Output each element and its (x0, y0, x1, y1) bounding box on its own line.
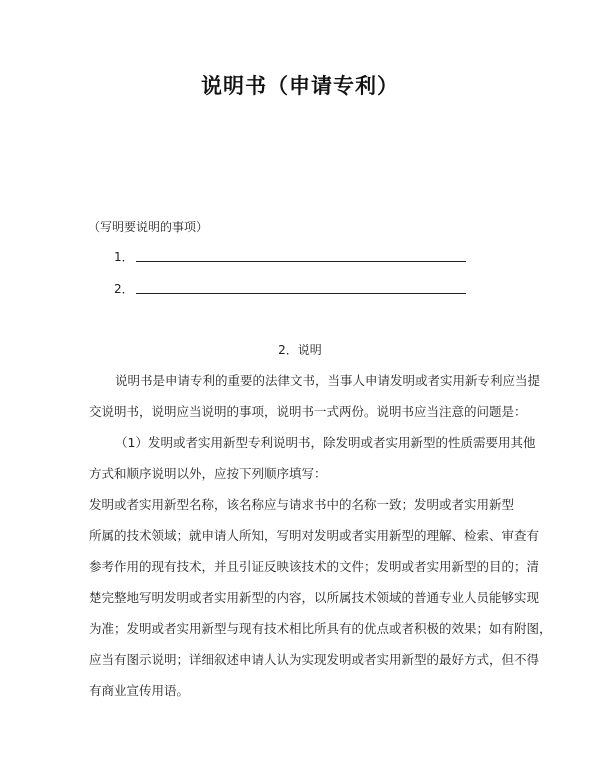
fill-in-line[interactable] (136, 293, 466, 294)
blank-number: 1． (114, 250, 134, 264)
body-line: 应当有图示说明；详细叙述申请人认为实现发明或者实用新型的最好方式，但不得 (89, 652, 540, 667)
fill-in-line[interactable] (136, 261, 466, 262)
section-heading: 2．说明 (278, 343, 322, 357)
blank-number: 2． (114, 282, 134, 296)
body-line: 发明或者实用新型名称，该名称应与请求书中的名称一致；发明或者实用新型 (89, 497, 515, 512)
body-line: 参考作用的现有技术，并且引证反映该技术的文件；发明或者实用新型的目的；清 (89, 559, 540, 574)
body-line: （1）发明或者实用新型专利说明书，除发明或者实用新型的性质需要用其他 (115, 435, 536, 450)
blank-line-1 (114, 248, 474, 264)
document-title: 说明书（申请专利） (201, 74, 399, 98)
body-line: 楚完整地写明发明或者实用新型的内容，以所属技术领域的普通专业人员能够实现 (89, 590, 540, 605)
body-line: 方式和顺序说明以外，应按下列顺序填写： (89, 466, 327, 481)
instruction-note: （写明要说明的事项） (88, 220, 209, 234)
blank-line-2 (114, 280, 474, 296)
body-line: 交说明书，说明应当说明的事项，说明书一式两份。说明书应当注意的问题是： (89, 404, 527, 419)
body-line: 所属的技术领域；就申请人所知，写明对发明或者实用新型的理解、检索、审查有 (89, 528, 540, 543)
body-line: 为准；发明或者实用新型与现有技术相比所具有的优点或者积极的效果；如有附图， (89, 621, 552, 636)
body-line: 有商业宣传用语。 (89, 683, 190, 698)
body-line: 说明书是申请专利的重要的法律文书，当事人申请发明或者实用新专利应当提 (115, 373, 541, 388)
